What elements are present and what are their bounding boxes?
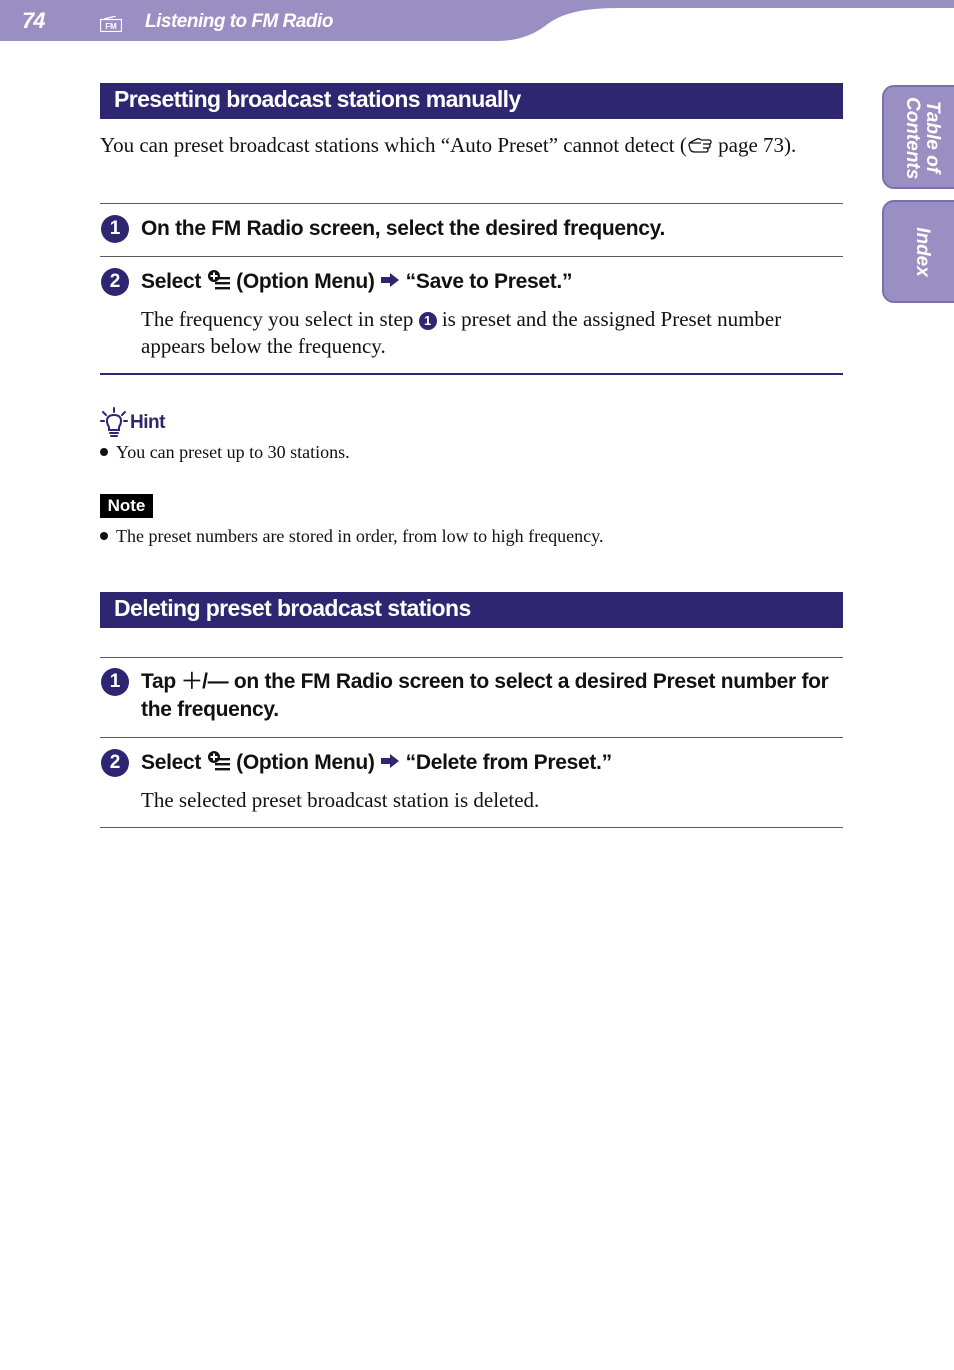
hint-item — [100, 441, 350, 463]
section-heading-deleting — [100, 592, 843, 628]
option-menu-icon — [207, 269, 231, 291]
step-title: Tap ＋/— on the FM Radio screen to select a desired Preset number for the frequency. — [141, 670, 829, 721]
step-title-delete-target: “Delete from Preset.” — [405, 751, 612, 774]
index-tab-label: Index — [912, 226, 933, 277]
arrow-right-icon — [380, 272, 400, 288]
bullet-icon — [100, 532, 108, 540]
header-title: Listening to FM Radio — [145, 11, 333, 32]
step-title-save-to-preset — [141, 268, 841, 296]
step-number-badge: 1 — [101, 215, 129, 243]
step-title-select: Select — [141, 751, 202, 774]
note-item — [100, 525, 603, 547]
note-item-text: The preset numbers are stored in order, from low to high frequency. — [116, 526, 604, 546]
option-menu-icon — [207, 750, 231, 772]
intro-text-after: page 73). — [712, 133, 797, 157]
fm-radio-icon — [100, 16, 122, 32]
hint-item-text: You can preset up to 30 stations. — [116, 442, 350, 462]
section-heading-deleting-text: Deleting preset broadcast stations — [114, 595, 471, 621]
step-title-select: Select — [141, 270, 202, 293]
divider — [100, 203, 843, 204]
table-of-contents-tab-label: Table of Contents — [902, 97, 943, 180]
divider — [100, 657, 843, 658]
step-title-save-target: “Save to Preset.” — [405, 270, 573, 293]
fm-icon-label: FM — [105, 22, 117, 31]
header-band-shape — [0, 0, 954, 42]
step-number-badge: 2 — [101, 749, 129, 777]
divider — [100, 256, 843, 257]
hint-label: Hint — [130, 412, 165, 433]
index-tab[interactable] — [882, 200, 954, 303]
step-reference-badge: 1 — [419, 312, 437, 330]
step-title-delete-from-preset — [141, 749, 841, 777]
step-body-after: is preset and the assigned Preset number appears below the frequency. — [141, 307, 782, 358]
divider — [100, 827, 843, 828]
lightbulb-icon — [100, 407, 128, 439]
section-end-divider — [100, 373, 843, 375]
step-number-badge: 2 — [101, 268, 129, 296]
arrow-right-icon — [380, 753, 400, 769]
step-number-badge: 1 — [101, 668, 129, 696]
step-title-option-menu: (Option Menu) — [236, 751, 375, 774]
section-heading-presetting — [100, 83, 843, 119]
step-description — [141, 306, 841, 360]
step-description: The selected preset broadcast station is deleted. — [141, 788, 540, 812]
bullet-icon — [100, 448, 108, 456]
page-number: 74 — [22, 8, 45, 33]
step-title: On the FM Radio screen, select the desired frequency. — [141, 217, 666, 240]
pointing-hand-icon — [687, 136, 713, 154]
section-intro — [100, 132, 840, 159]
section-heading-presetting-text: Presetting broadcast stations manually — [114, 86, 521, 112]
divider — [100, 737, 843, 738]
header-band — [0, 0, 954, 42]
table-of-contents-tab[interactable] — [882, 85, 954, 189]
intro-text-before: You can preset broadcast stations which “Auto Preset” cannot detect ( — [100, 133, 687, 157]
step-title-option-menu: (Option Menu) — [236, 270, 375, 293]
step-body-before: The frequency you select in step — [141, 307, 414, 331]
note-badge: Note — [100, 494, 153, 518]
